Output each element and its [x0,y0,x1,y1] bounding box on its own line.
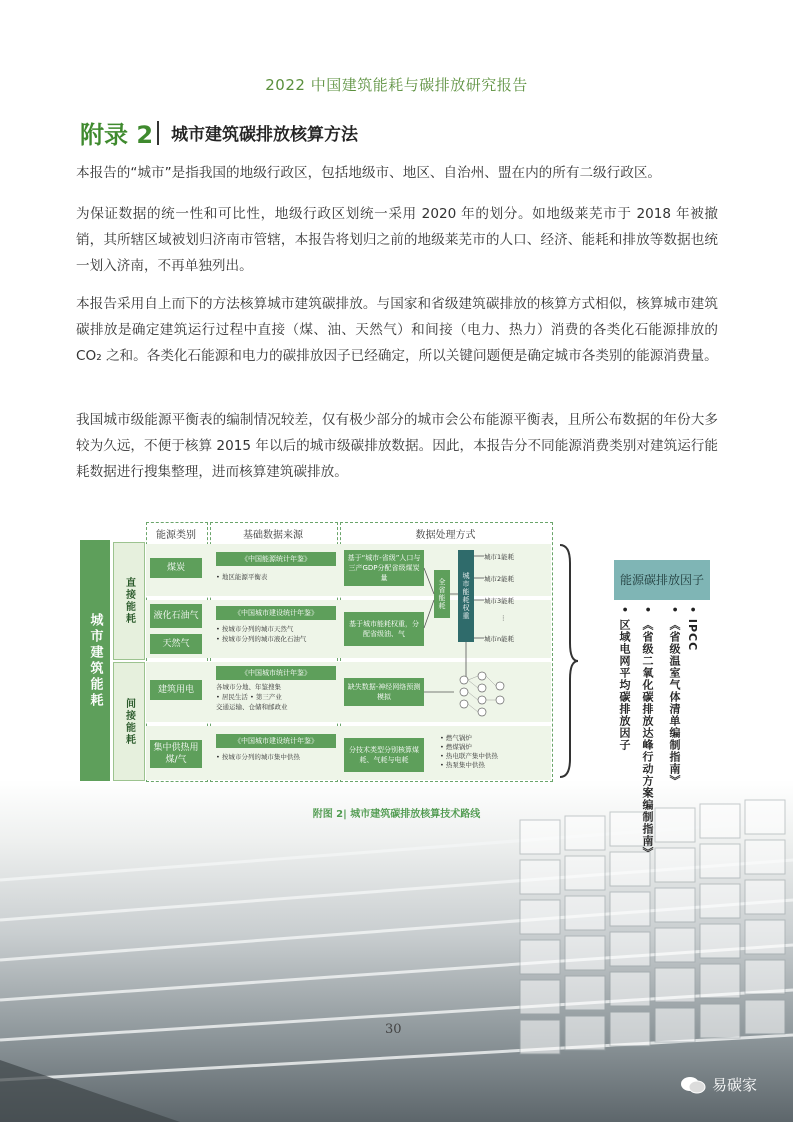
heat-type-list: • 燃气锅炉 • 燃煤锅炉 • 热电联产集中供热 • 热泵集中供热 [440,734,498,769]
section-heading [80,115,358,150]
process-coal: 基于“城市-省级”人口与三产GDP分配省级煤炭量 [344,550,424,586]
source-items-2: • 按城市分列的城市天然气 • 按城市分列的城市液化石油气 [216,625,307,643]
section-title: 城市建筑碳排放核算方法 [171,125,359,145]
city-weight-box: 城市能耗权重 [458,550,474,642]
source-items-1: • 地区能源平衡表 [216,573,268,581]
city-energy-label: 城市建筑能耗 [80,540,110,781]
brace-icon [558,543,580,779]
energy-electricity: 建筑用电 [150,680,202,700]
source-items-3: 各城市分地、年鉴搜集 • 居民生活 • 第三产业 交通运输、仓储和邮政业 [216,683,288,711]
direct-energy-label: 直接能耗 [113,542,145,660]
section-divider [157,121,159,145]
source-items-4: • 按城市分列的城市集中供热 [216,753,300,761]
energy-natural-gas: 天然气 [150,634,202,654]
process-gas: 基于城市能耗权重，分配省级油、气 [344,612,424,646]
steel-tubes-image [0,780,793,1122]
energy-coal: 煤炭 [150,558,202,578]
watermark [680,1074,757,1095]
neural-network-icon [460,672,504,716]
city-output-n: 城市n能耗 [484,635,515,643]
running-header: 2022 中国建筑能耗与碳排放研究报告 [265,76,528,94]
emission-factor-box: 能源碳排放因子 [614,560,710,600]
source-title-1: 《中国能源统计年鉴》 [216,552,336,566]
technical-route-diagram [80,520,553,782]
paragraph-3: 本报告采用自上而下的方法核算城市建筑碳排放。与国家和省级建筑碳排放的核算方式相似，核算城市建筑碳排放是确定建筑运行过程中直接（煤、油、天然气）和间接（电力、热力）消费的各类化石能源排放的 CO₂ 之和。各类化石能源和电力的碳排放因子已经确定，所以关键问题便是确定城市各类别的能源消费量。 [76,296,718,364]
paragraph-1: 本报告的“城市”是指我国的地级行政区，包括地级市、地区、自治州、盟在内的所有二级行政区。 [76,165,662,181]
page-number: 30 [385,1022,402,1037]
process-heat: 分技术类型分别核算煤耗、气耗与电耗 [344,738,424,772]
energy-lpg: 液化石油气 [150,604,202,628]
city-output-3: 城市3能耗 [484,597,515,605]
wechat-icon [680,1075,706,1095]
section-number: 附录 2 [80,121,154,149]
source-title-2: 《中国城市建设统计年鉴》 [216,606,336,620]
city-output-ellipsis: ⋮ [500,614,507,622]
factor-grid-emission: • 区域电网平均碳排放因子 [618,606,631,751]
background-photo [0,780,793,1122]
paragraph-4: 我国城市级能源平衡表的编制情况较差，仅有极少部分的城市会公布能源平衡表，且所公布数据的年份大多较为久远，不便于核算 2015 年以后的城市级碳排放数据。因此，本报告分不同能源消费类别对建筑运行能耗数据进行搜集整理，进而核算建筑碳排放。 [76,412,718,480]
col-head-source: 基础数据来源 [243,530,303,541]
process-electric: 缺失数据-神经网络预测模拟 [344,678,424,706]
factor-provincial-ghg-guide: • 《省级温室气体清单编制指南》 [668,606,681,787]
city-output-1: 城市1能耗 [484,553,515,561]
factor-ipcc: • IPCC [686,606,699,652]
col-head-energy: 能源类别 [156,530,196,541]
col-head-processing: 数据处理方式 [415,530,476,541]
energy-district-heat: 集中供热用煤/气 [150,740,202,768]
source-title-4: 《中国城市建设统计年鉴》 [216,734,336,748]
watermark-text: 易碳家 [712,1076,758,1094]
city-output-2: 城市2能耗 [484,575,515,583]
figure-caption: 附图 2| 城市建筑碳排放核算技术路线 [312,809,481,820]
paragraph-2: 为保证数据的统一性和可比性，地级行政区划统一采用 2020 年的划分。如地级莱芜市于 2018 年被撤销，其所辖区域被划归济南市管辖，本报告将划归之前的地级莱芜市的人口、经济、能耗和排放等数据也统一划入济南，不再单独列出。 [76,206,718,274]
factor-peak-action-guide: • 《省级二氧化碳排放达峰行动方案编制指南》 [641,606,654,859]
indirect-energy-label: 间接能耗 [113,662,145,781]
source-title-3: 《中国城市统计年鉴》 [216,666,336,680]
province-energy-box: 全省能耗 [434,570,450,618]
